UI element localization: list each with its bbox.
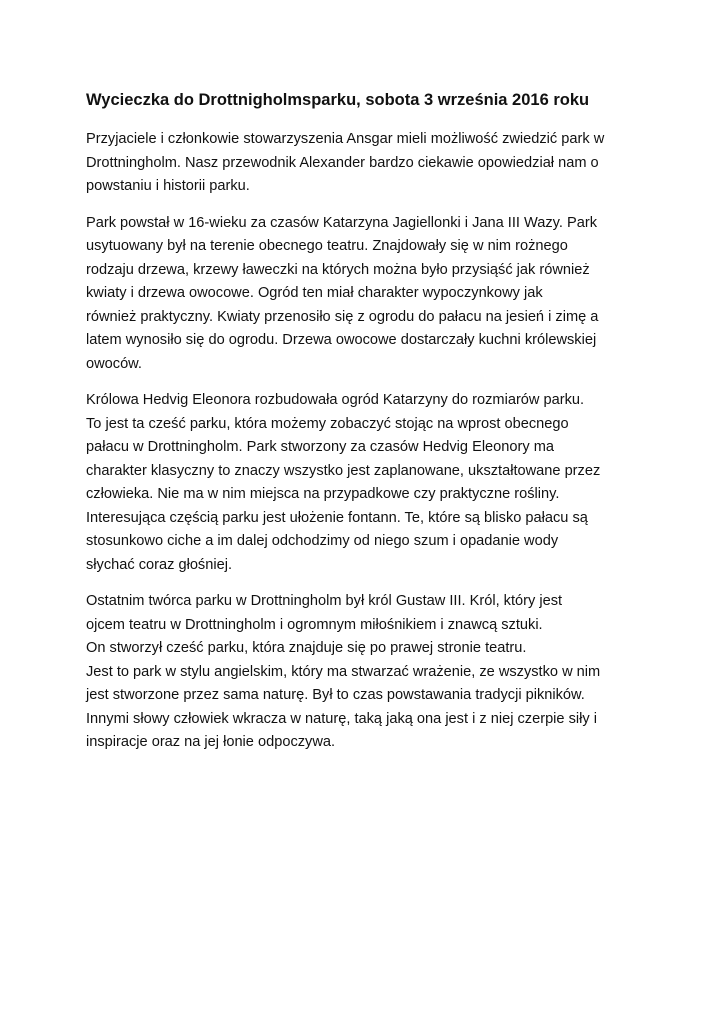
paragraph-history [86, 212, 646, 377]
text-line: latem wynosiło się do ogrodu. Drzewa owocowe dostarczały kuchni królewskiej [86, 332, 597, 348]
text-line: powstaniu i historii parku. [86, 178, 250, 194]
text-line: również praktyczny. Kwiaty przenosiło się z ogrodu do pałacu na jesień i zimę a [86, 308, 599, 325]
text-line: charakter klasyczny to znaczy wszystko jest zaplanowane, ukształtowane przez [86, 462, 601, 479]
paragraph-hedvig-eleonora [86, 389, 646, 577]
paragraph-intro [86, 128, 646, 199]
text-line: stosunkowo ciche a im dalej odchodzimy od niego szum i opadanie wody [86, 533, 559, 549]
text-line: Innymi słowy człowiek wkracza w naturę, taką jaką ona jest i z niej czerpie siły i [86, 710, 597, 727]
document-page [86, 88, 646, 768]
text-line: owoców. [86, 355, 142, 372]
text-line: rodzaju drzewa, krzewy ławeczki na których można było przysiąść jak również [86, 261, 590, 278]
text-line: usytuowany był na terenie obecnego teatru. Znajdowały się w nim rożnego [86, 238, 568, 254]
document-title: Wycieczka do Drottnigholmsparku, sobota 3 września 2016 roku [86, 91, 590, 109]
text-line: Jest to park w stylu angielskim, który ma stwarzać wrażenie, ze wszystko w nim [86, 663, 601, 680]
text-line: ojcem teatru w Drottningholm i ogromnym miłośnikiem i znawcą sztuki. [86, 616, 543, 633]
text-line: Królowa Hedvig Eleonora rozbudowała ogród Katarzyny do rozmiarów parku. [86, 392, 585, 408]
text-line: Interesująca częścią parku jest ułożenie fontann. Te, które są blisko pałacu są [86, 509, 588, 526]
text-line: To jest ta cześć parku, która możemy zobaczyć stojąc na wprost obecnego [86, 415, 569, 432]
text-line: Przyjaciele i członkowie stowarzyszenia Ansgar mieli możliwość zwiedzić park w [86, 131, 605, 147]
text-line: człowieka. Nie ma w nim miejsca na przypadkowe czy praktyczne rośliny. [86, 486, 560, 502]
text-line: Drottningholm. Nasz przewodnik Alexander bardzo ciekawie opowiedział nam o [86, 154, 599, 171]
text-line: inspiracje oraz na jej łonie odpoczywa. [86, 734, 336, 750]
text-line: kwiaty i drzewa owocowe. Ogród ten miał charakter wypoczynkowy jak [86, 285, 543, 301]
text-line: On stworzył cześć parku, która znajduje się po prawej stronie teatru. [86, 640, 527, 656]
paragraph-gustaw-iii [86, 590, 646, 755]
text-line: słychać coraz głośniej. [86, 556, 233, 573]
text-line: pałacu w Drottningholm. Park stworzony za czasów Hedvig Eleonory ma [86, 439, 555, 455]
text-line: Ostatnim twórca parku w Drottningholm był król Gustaw III. Król, który jest [86, 593, 563, 609]
text-line: jest stworzone przez sama naturę. Był to czas powstawania tradycji pikników. [86, 687, 585, 703]
text-line: Park powstał w 16-wieku za czasów Katarzyna Jagiellonki i Jana III Wazy. Park [86, 214, 597, 231]
